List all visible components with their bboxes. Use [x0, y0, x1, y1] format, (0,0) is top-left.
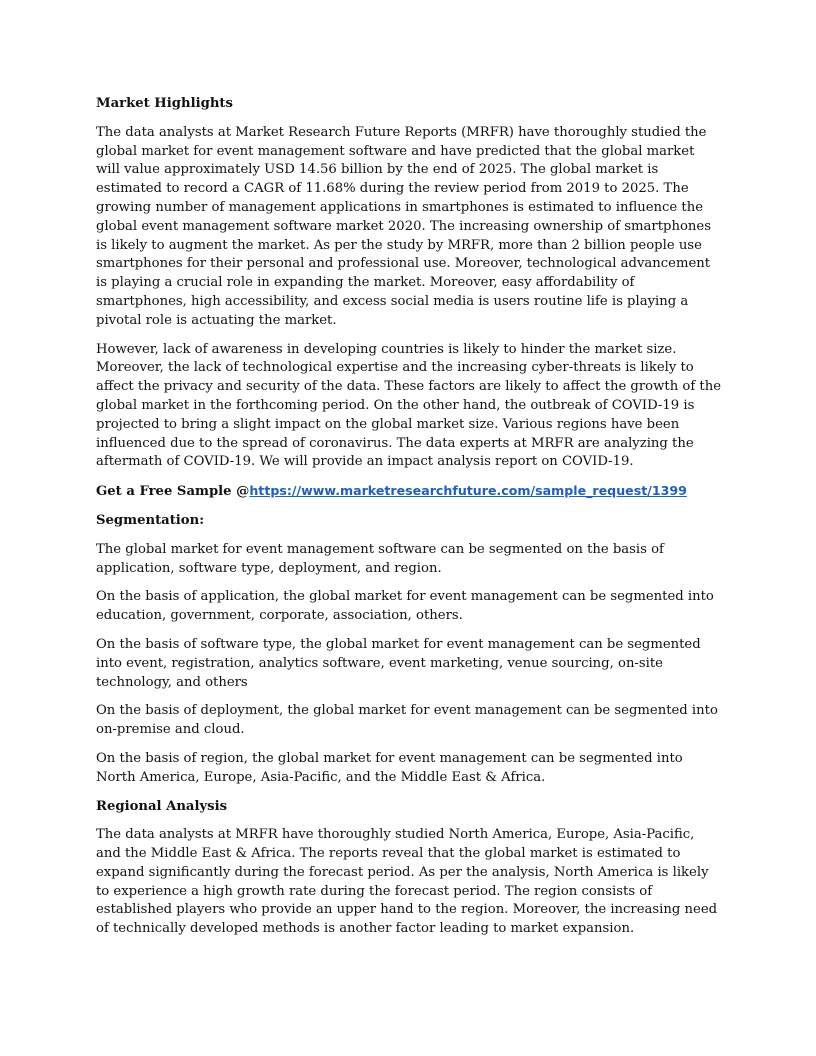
segmentation-paragraph-5: On the basis of region, the global market for event management can be segmented into North America, Europe, Asia-Pacific, and the Middle East & Africa. [96, 750, 683, 785]
regional-analysis-heading: Regional Analysis [96, 798, 228, 814]
market-highlights-paragraph-2: However, lack of awareness in developing countries is likely to hinder the market size. Moreover, the lack of technological expertise and the increasing cyber-threats is likely to affect the privacy and security of the data. These factors are likely to affect the growth of the global market in the forthcoming period. On the other hand, the outbreak of COVID-19 is projected to bring a slight impact on the global market size. Various regions have been influenced due to the spread of coronavirus. The data experts at MRFR are analyzing the aftermath of COVID-19. We will provide an impact analysis report on COVID-19. [96, 341, 722, 470]
document-page [96, 95, 722, 949]
free-sample-label: Get a Free Sample @ [96, 484, 250, 500]
segmentation-paragraph-4: On the basis of deployment, the global market for event management can be segmented into on-premise and cloud. [96, 703, 718, 738]
regional-analysis-paragraph-1: The data analysts at MRFR have thoroughly studied North America, Europe, Asia-Pacific, and the Middle East & Africa. The reports reveal that the global market is estimated to expand significantly during the forecast period. As per the analysis, North America is likely to experience a high growth rate during the forecast period. The region consists of established players who provide an upper hand to the region. Moreover, the increasing need of technically developed methods is another factor leading to market expansion. [96, 827, 718, 937]
segmentation-paragraph-3: On the basis of software type, the global market for event management can be segmented into event, registration, analytics software, event marketing, venue sourcing, on-site technology, and others [96, 636, 701, 690]
market-highlights-heading: Market Highlights [96, 96, 233, 111]
segmentation-paragraph-2: On the basis of application, the global market for event management can be segmented into education, government, corporate, association, others. [96, 589, 714, 624]
segmentation-heading: Segmentation: [96, 512, 205, 528]
market-highlights-paragraph-1: The data analysts at Market Research Future Reports (MRFR) have thoroughly studied the global market for event management software and have predicted that the global market will value approximately USD 14.56 billion by the end of 2025. The global market is estimated to record a CAGR of 11.68% during the review period from 2019 to 2025. The growing number of management applications in smartphones is estimated to influence the global event management software market 2020. The increasing ownership of smartphones is likely to augment the market. As per the study by MRFR, more than 2 billion people use smartphones for their personal and professional use. Moreover, technological advancement is playing a crucial role in expanding the market. Moreover, easy affordability of smartphones, high accessibility, and excess social media is users routine life is playing a pivotal role is actuating the market. [96, 124, 711, 328]
free-sample-line [96, 482, 722, 502]
free-sample-link[interactable]: https://www.marketresearchfuture.com/sample_request/1399 [249, 483, 687, 499]
segmentation-paragraph-1: The global market for event management software can be segmented on the basis of application, software type, deployment, and region. [96, 541, 664, 576]
